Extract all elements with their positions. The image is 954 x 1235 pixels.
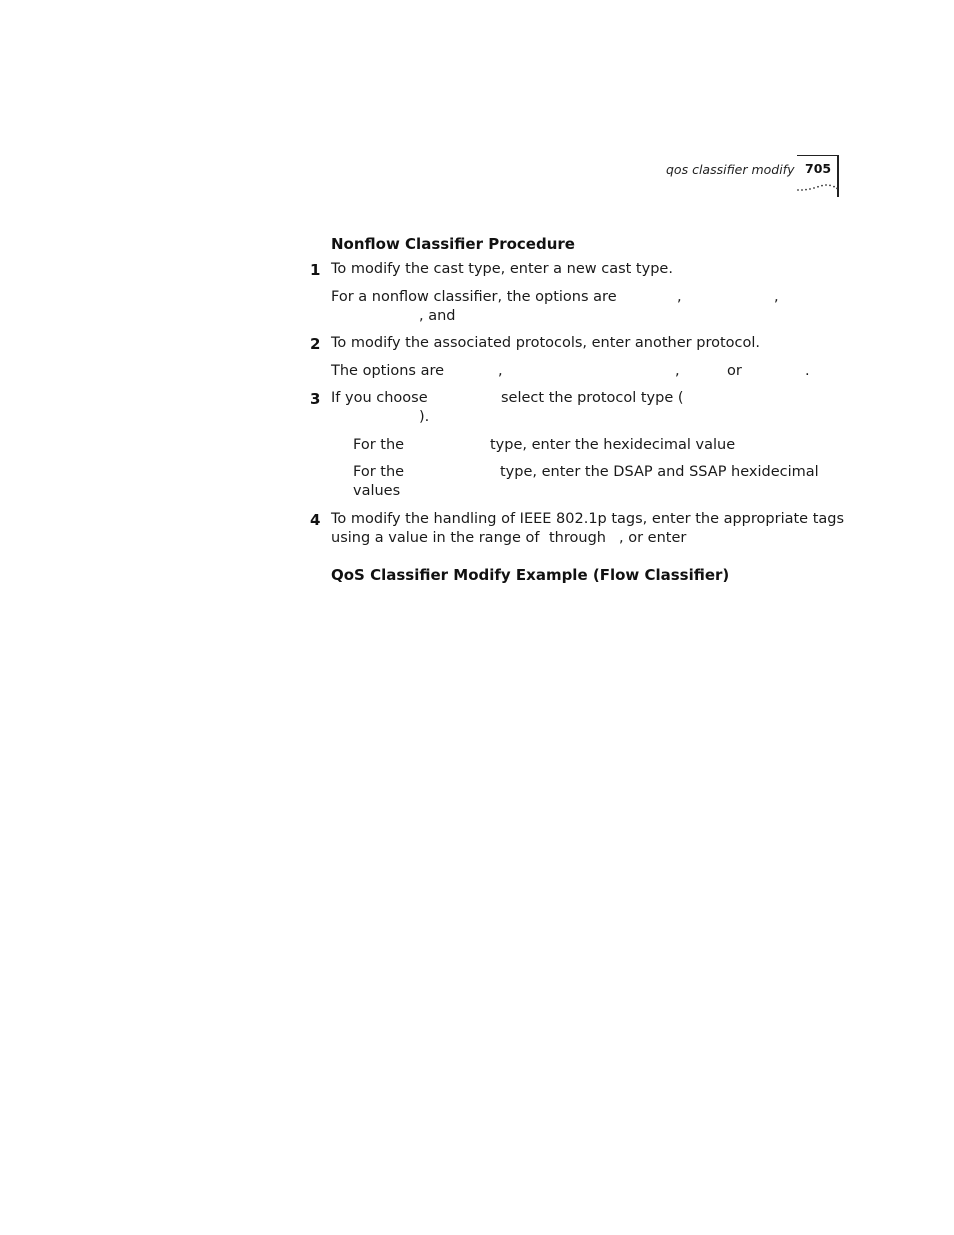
section-heading-nonflow: Nonflow Classifier Procedure — [331, 235, 575, 253]
step-3-text-c: ). — [419, 409, 430, 425]
step-2-comma-1: , — [498, 363, 503, 379]
step-3-text-a: If you choose — [331, 390, 428, 406]
step-3-sub-2-wrap: values — [353, 483, 401, 499]
step-1-text: To modify the cast type, enter a new cast type. — [331, 261, 673, 277]
step-1-comma-1: , — [677, 289, 682, 305]
page-number: 705 — [805, 161, 832, 176]
step-number-3: 3 — [310, 390, 321, 408]
section-heading-flow-example: QoS Classifier Modify Example (Flow Classifier) — [331, 566, 730, 584]
step-4-text-b: using a value in the range of — [331, 530, 540, 546]
step-2-comma-2: , — [675, 363, 680, 379]
step-4-text-a: To modify the handling of IEEE 802.1p tags, enter the appropriate tags — [331, 511, 845, 527]
step-3-sub-2-pre: For the — [353, 464, 405, 480]
step-2-or: or — [727, 363, 742, 379]
step-1-comma-2: , — [774, 289, 779, 305]
dotted-curve-decoration — [796, 182, 840, 194]
step-2-text: To modify the associated protocols, enter another protocol. — [331, 335, 760, 351]
step-3-sub-1-post: type, enter the hexidecimal value — [490, 437, 736, 453]
step-number-4: 4 — [310, 511, 321, 529]
step-number-1: 1 — [310, 261, 321, 279]
step-1-and: , and — [419, 308, 456, 324]
running-title: qos classifier modify — [666, 162, 795, 177]
step-4-text-d: , or enter — [619, 530, 687, 546]
header-top-rule — [797, 155, 838, 156]
step-4-text-c: through — [549, 530, 606, 546]
step-2-period: . — [805, 363, 810, 379]
step-number-2: 2 — [310, 335, 321, 353]
step-3-text-b: select the protocol type ( — [501, 390, 684, 406]
step-2-options-text: The options are — [331, 363, 445, 379]
step-1-options-text: For a nonflow classifier, the options are — [331, 289, 617, 305]
step-3-sub-1-pre: For the — [353, 437, 405, 453]
step-3-sub-2-post: type, enter the DSAP and SSAP hexidecimal — [500, 464, 819, 480]
